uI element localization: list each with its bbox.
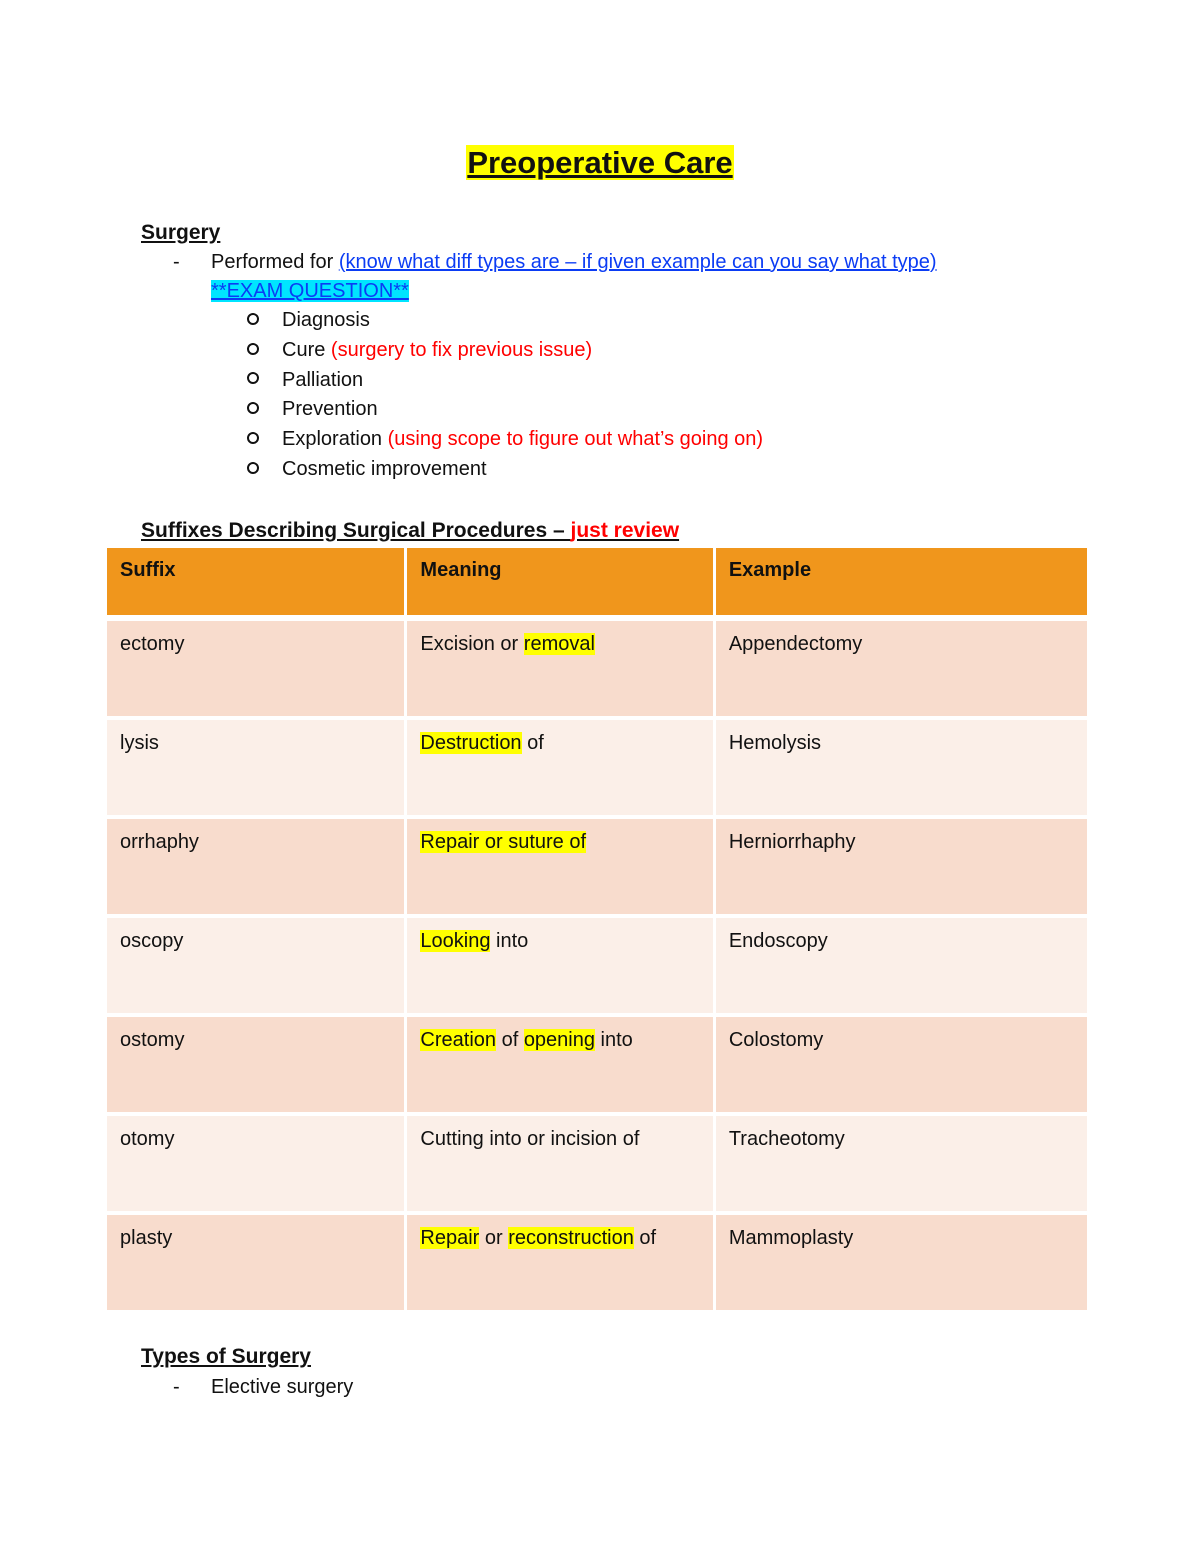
meaning-text: of	[633, 1227, 657, 1249]
suffixes-heading: Suffixes Describing Surgical Procedures – just review	[141, 519, 680, 542]
types-item-label: Elective surgery	[211, 1376, 354, 1398]
example-cell: Hemolysis	[716, 720, 1087, 819]
exam-question-tag: **EXAM QUESTION**	[211, 280, 409, 302]
table-row	[107, 819, 1087, 918]
purpose-note: (surgery to fix previous issue)	[330, 338, 593, 361]
suffix-cell: orrhaphy	[107, 819, 404, 918]
purpose-label: Exploration	[282, 428, 388, 451]
suffix-cell: plasty	[107, 1215, 404, 1314]
highlighted-text: Destruction	[420, 732, 522, 754]
suffix-cell: lysis	[107, 720, 404, 819]
purpose-note: (using scope to figure out what’s going on)	[387, 428, 764, 451]
table-row	[107, 720, 1087, 819]
meaning-cell	[407, 1215, 712, 1314]
table-row	[107, 621, 1087, 720]
suffix-cell: otomy	[107, 1116, 404, 1215]
purpose-item	[247, 366, 363, 394]
purpose-item	[247, 395, 378, 423]
dash-bullet: -	[173, 1376, 180, 1398]
page-title: Preoperative Care	[467, 145, 733, 180]
purpose-item	[247, 455, 487, 483]
highlighted-text: removal	[523, 633, 595, 655]
suffix-cell: ectomy	[107, 621, 404, 720]
example-cell: Endoscopy	[716, 918, 1087, 1017]
suffix-table	[104, 548, 1090, 1314]
purpose-label: Diagnosis	[282, 309, 370, 331]
table-row	[107, 918, 1087, 1017]
circle-bullet-icon	[247, 432, 259, 444]
purpose-item	[247, 425, 763, 453]
table-row	[107, 1017, 1087, 1116]
suffixes-heading-note: just review	[570, 519, 680, 542]
meaning-text: or	[479, 1227, 509, 1249]
highlighted-text: opening	[523, 1029, 595, 1051]
purpose-label: Cure	[282, 338, 331, 361]
highlighted-text: reconstruction	[508, 1227, 634, 1249]
highlighted-text: Looking	[420, 930, 491, 952]
highlighted-text: Repair or suture of	[420, 831, 587, 853]
meaning-text: Cutting into or incision of	[420, 1128, 640, 1150]
circle-bullet-icon	[247, 372, 259, 384]
example-cell: Mammoplasty	[716, 1215, 1087, 1314]
table-row	[107, 1215, 1087, 1314]
exam-question-tag-line	[211, 277, 409, 305]
purpose-label: Prevention	[282, 398, 378, 421]
meaning-cell	[407, 720, 712, 819]
meaning-cell	[407, 1017, 712, 1116]
meaning-text: into	[490, 930, 529, 952]
column-header-meaning: Meaning	[407, 548, 712, 621]
purpose-label: Palliation	[282, 368, 364, 391]
performed-for-note: (know what diff types are – if given example can you say what type)	[338, 251, 937, 273]
meaning-cell	[407, 621, 712, 720]
types-of-surgery-heading: Types of Surgery	[141, 1345, 311, 1368]
circle-bullet-icon	[247, 402, 259, 414]
column-header-example: Example	[716, 548, 1087, 621]
highlighted-text: Creation	[420, 1029, 497, 1051]
example-cell: Colostomy	[716, 1017, 1087, 1116]
meaning-cell	[407, 918, 712, 1017]
circle-bullet-icon	[247, 343, 259, 355]
performed-for-item: - Performed for (know what diff types are – if given example can you say what type)	[173, 251, 937, 273]
table-header-row	[107, 548, 1087, 621]
circle-bullet-icon	[247, 313, 259, 325]
purpose-label: Cosmetic improvement	[282, 458, 487, 480]
purpose-item	[247, 306, 370, 334]
meaning-text: of	[496, 1029, 524, 1051]
example-cell: Tracheotomy	[716, 1116, 1087, 1215]
meaning-text: into	[595, 1029, 633, 1051]
example-cell: Appendectomy	[716, 621, 1087, 720]
suffix-cell: oscopy	[107, 918, 404, 1017]
highlighted-text: Repair	[420, 1227, 480, 1249]
meaning-cell	[407, 1116, 712, 1215]
meaning-text: of	[521, 732, 544, 754]
meaning-text: Excision or	[420, 633, 524, 655]
meaning-cell	[407, 819, 712, 918]
surgery-heading: Surgery	[141, 221, 221, 244]
example-cell: Herniorrhaphy	[716, 819, 1087, 918]
circle-bullet-icon	[247, 462, 259, 474]
performed-for-label: Performed for	[211, 251, 339, 273]
types-list-item	[173, 1373, 353, 1401]
suffix-cell: ostomy	[107, 1017, 404, 1116]
purpose-item	[247, 336, 592, 364]
column-header-suffix: Suffix	[107, 548, 404, 621]
table-row	[107, 1116, 1087, 1215]
